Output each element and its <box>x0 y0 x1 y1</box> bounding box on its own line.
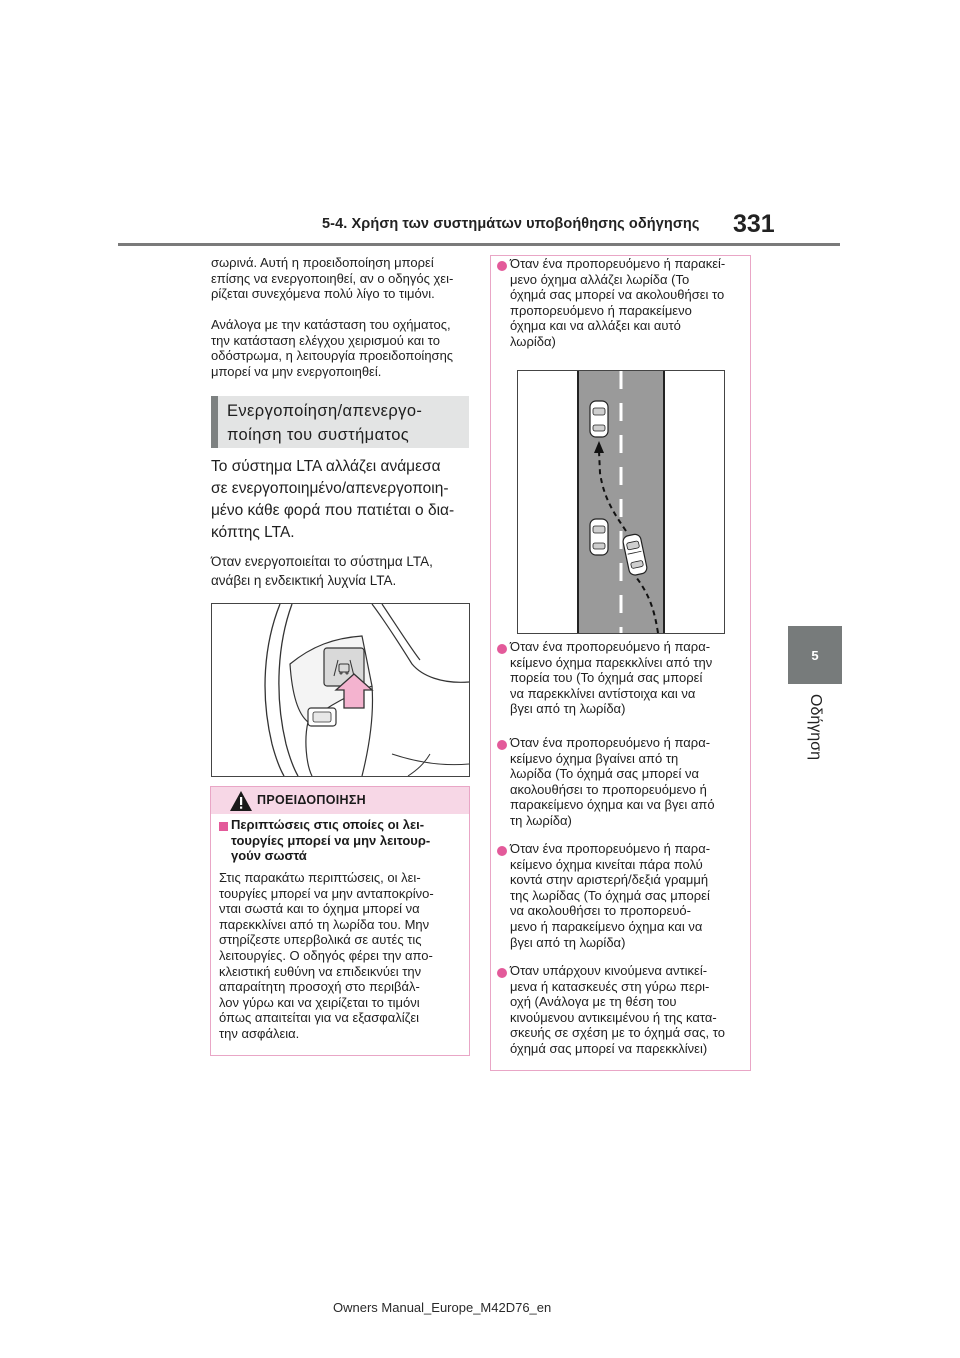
footer-doc-id: Owners Manual_Europe_M42D76_en <box>333 1300 552 1315</box>
pink-bullet-icon <box>497 846 507 856</box>
text-line: λωρίδα) <box>510 333 556 349</box>
chapter-label <box>780 692 850 762</box>
text-line: όχημά σας μπορεί να παρεκκλίνει) <box>510 1040 708 1056</box>
list-item <box>510 639 712 717</box>
steering-switch-drawing <box>212 604 469 776</box>
text-line: όπως απαιτείται για να εξασφαλίζει <box>219 1010 420 1026</box>
text-line: παρεκκλίνει από τη λωρίδα του. Μην <box>219 916 430 932</box>
warning-header <box>211 787 469 814</box>
list-item <box>510 841 710 950</box>
text-line: οδόστρωμα, η λειτουργία προειδοποίησης <box>211 348 454 364</box>
text-line: κλειστική ευθύνη να επιδεικνύει την <box>219 963 422 979</box>
text-line: Όταν ένα προπορευόμενο ή παρα- <box>510 841 711 856</box>
text-line: μενο όχημα αλλάζει λωρίδα (Το <box>510 271 690 287</box>
warning-triangle-icon <box>229 790 253 812</box>
text-line: ρίζεται συνεχόμενα πολύ λίγο το τιμόνι. <box>211 286 435 302</box>
text-line: κείμενο όχημα παρεκκλίνει από την <box>510 654 713 670</box>
text-line: στηρίζεστε υπερβολικά σε αυτές τις <box>219 932 422 948</box>
text-line: σκευής σε σχέση με το όχημά σας, το <box>510 1025 725 1041</box>
text-line: μένο κάθε φορά που πατιέται ο δια- <box>211 502 455 519</box>
main-paragraph <box>211 456 473 544</box>
text-line: κινούμενου αντικειμένου ή της κατα- <box>510 1009 717 1025</box>
text-line: Όταν ένα προπορευόμενο ή παρακεί- <box>510 256 726 271</box>
text-line: κοντά στην αριστερή/δεξιά γραμμή <box>510 872 709 888</box>
intro-paragraph <box>211 255 471 302</box>
car-icon <box>590 519 608 555</box>
text-line: την ασφάλεια. <box>219 1025 300 1041</box>
text-line: νται σωστά και το όχημα μπορεί να <box>219 901 420 917</box>
text-line: παρακείμενο όχημα και να βγει από <box>510 797 715 813</box>
text-line: πορεία του (Το όχημά σας μπορεί <box>510 670 703 686</box>
text-line: Όταν ενεργοποιείται το σύστημα LTA, <box>211 554 433 569</box>
text-line: γούν σωστά <box>231 848 307 863</box>
lane-change-illustration <box>517 370 725 634</box>
list-item <box>510 735 715 829</box>
text-line: σε ενεργοποιημένο/απενεργοποιη- <box>211 480 449 497</box>
steering-switch-illustration <box>211 603 470 777</box>
section-heading-text <box>227 399 422 447</box>
text-line: Ανάλογα με την κατάσταση του οχήματος, <box>211 317 451 332</box>
text-line: επίσης να ενεργοποιηθεί, αν ο οδηγός χει- <box>211 270 454 286</box>
text-line: της λωρίδας (Το όχημά σας μπορεί <box>510 887 710 903</box>
text-line: Περιπτώσεις στις οποίες οι λει- <box>231 817 425 832</box>
text-line: Όταν υπάρχουν κινούμενα αντικεί- <box>510 963 708 978</box>
text-line: οχή (Ανάλογα με τη θέση του <box>510 994 677 1010</box>
text-line: σωρινά. Αυτή η προειδοποίηση μπορεί <box>211 255 434 270</box>
text-line: όχημά σας μπορεί να ακολουθήσει το <box>510 287 725 303</box>
text-line: κείμενο όχημα βγαίνει από τη <box>510 750 679 766</box>
text-line: κόπτης LTA. <box>211 524 295 541</box>
chapter-tab <box>788 626 842 684</box>
text-line: Όταν ένα προπορευόμενο ή παρα- <box>510 735 711 750</box>
list-item <box>510 963 725 1057</box>
header-rule <box>118 243 840 246</box>
pink-square-icon <box>219 822 228 831</box>
text-line: απαραίτητη προσοχή στο περιβάλ- <box>219 979 420 995</box>
text-line: ακολουθήσει το προπορευόμενο ή <box>510 781 707 797</box>
text-line: όχημα και να αλλάξει και αυτό <box>510 318 681 334</box>
text-line: προπορευόμενο ή παρακείμενο <box>510 302 692 318</box>
text-line: λωρίδα (Το όχημά σας μπορεί να <box>510 766 699 782</box>
text-line: κείμενο όχημα κινείται πάρα πολύ <box>510 856 703 872</box>
text-line: μπορεί να μην ενεργοποιηθεί. <box>211 363 382 379</box>
indicator-note <box>211 552 473 590</box>
text-line: να παρεκκλίνει αντίστοιχα και να <box>510 685 696 701</box>
pink-bullet-icon <box>497 740 507 750</box>
text-line: ανάβει η ενδεικτική λυχνία LTA. <box>211 573 397 588</box>
warning-title: ΠΡΟΕΙΔΟΠΟΙΗΣΗ <box>257 793 366 807</box>
pink-bullet-icon <box>497 644 507 654</box>
text-line: Στις παρακάτω περιπτώσεις, οι λει- <box>219 870 421 885</box>
text-line: να ακολουθήσει το προπορευό- <box>510 903 691 919</box>
conditions-list-box <box>490 255 751 1071</box>
lane-change-drawing <box>518 371 724 633</box>
text-line: βγει από τη λωρίδα) <box>510 701 626 717</box>
text-line: βγει από τη λωρίδα) <box>510 934 626 950</box>
warning-body <box>219 870 434 1042</box>
text-line: την κατάσταση ελέγχου χειρισμού και το <box>211 332 440 348</box>
text-line: Το σύστημα LTA αλλάζει ανάμεσα <box>211 458 441 475</box>
section-heading <box>211 396 469 448</box>
pink-bullet-icon <box>497 261 507 271</box>
text-line: Όταν ένα προπορευόμενο ή παρα- <box>510 639 711 654</box>
text-line: λειτουργίες. Ο οδηγός φέρει την απο- <box>219 947 433 963</box>
page-number: 331 <box>733 210 775 238</box>
text-line: λον γύρω και να χειρίζεται το τιμόνι <box>219 994 420 1010</box>
text-line: τη λωρίδα) <box>510 812 572 828</box>
text-line: τουργίες μπορεί να μην ανταποκρίνο- <box>219 885 434 901</box>
heading-bar <box>211 396 218 448</box>
car-icon <box>590 401 608 437</box>
section-title: 5-4. Χρήση των συστημάτων υποβοήθησης οδήγησης <box>322 216 700 232</box>
list-item <box>510 256 725 350</box>
heading-line: Ενεργοποίηση/απενεργο- <box>227 402 423 420</box>
text-line: μενα ή κατασκευές στη γύρω περι- <box>510 978 710 994</box>
heading-line: ποίηση του συστήματος <box>227 426 410 444</box>
chapter-number: 5 <box>811 647 819 663</box>
text-line: τουργίες μπορεί να μην λειτουρ- <box>231 832 431 848</box>
text-line: μενο ή παρακείμενο όχημα και να <box>510 918 703 934</box>
chapter-label-text: Οδήγηση <box>806 694 824 760</box>
condition-paragraph <box>211 317 471 379</box>
pink-bullet-icon <box>497 968 507 978</box>
warning-box <box>210 786 470 1056</box>
warning-subtitle <box>231 817 430 864</box>
